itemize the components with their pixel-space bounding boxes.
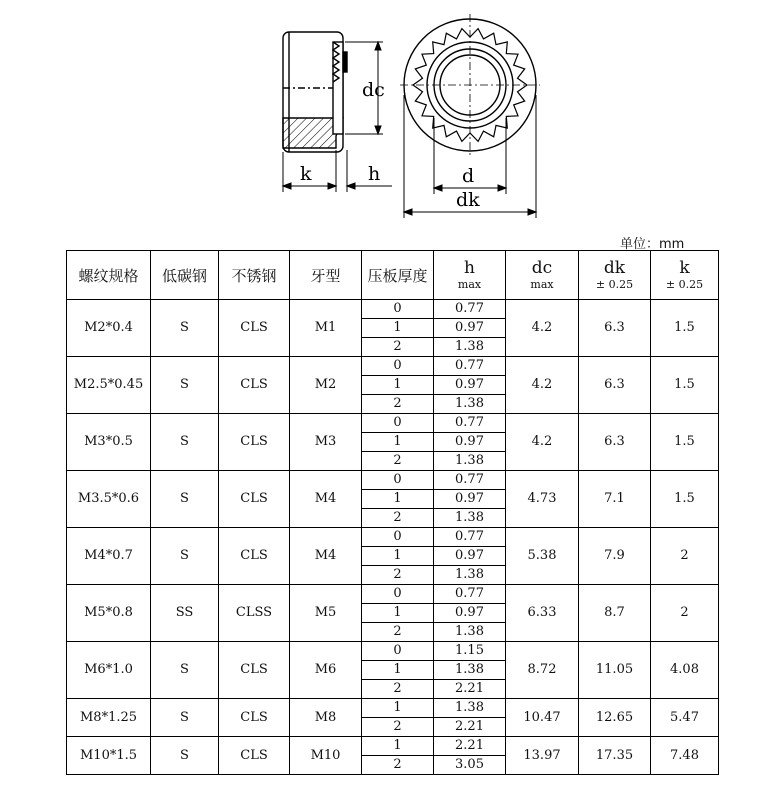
steel-cell: SS bbox=[151, 585, 219, 642]
spec-cell: M2*0.4 bbox=[67, 300, 151, 357]
side-view bbox=[283, 32, 347, 152]
steel-cell: S bbox=[151, 699, 219, 737]
unit-label: 单位：mm bbox=[620, 237, 685, 252]
header-sub: ± 0.25 bbox=[665, 278, 704, 291]
h-max-cell: 1.15 bbox=[434, 642, 506, 661]
thickness-cell: 2 bbox=[362, 680, 434, 699]
dk-cell: 8.7 bbox=[579, 585, 651, 642]
h-max-cell: 0.97 bbox=[434, 490, 506, 509]
dk-cell: 7.9 bbox=[579, 528, 651, 585]
header-cell: 螺纹规格 bbox=[67, 251, 151, 300]
thickness-cell: 1 bbox=[362, 547, 434, 566]
thickness-cell: 1 bbox=[362, 433, 434, 452]
h-max-cell: 1.38 bbox=[434, 661, 506, 680]
thread-cell: M3 bbox=[290, 414, 362, 471]
header-main: dc bbox=[531, 258, 553, 278]
spec-cell: M3*0.5 bbox=[67, 414, 151, 471]
front-view bbox=[400, 14, 540, 156]
thread-cell: M10 bbox=[290, 737, 362, 775]
thickness-cell: 1 bbox=[362, 699, 434, 718]
thickness-cell: 1 bbox=[362, 490, 434, 509]
dk-cell: 17.35 bbox=[579, 737, 651, 775]
h-max-cell: 2.21 bbox=[434, 680, 506, 699]
table-row bbox=[67, 300, 719, 319]
k-cell: 2 bbox=[651, 528, 719, 585]
h-max-cell: 0.77 bbox=[434, 528, 506, 547]
stainless-cell: CLS bbox=[219, 300, 290, 357]
thickness-cell: 1 bbox=[362, 737, 434, 756]
dk-label: dk bbox=[456, 189, 480, 211]
thickness-cell: 2 bbox=[362, 566, 434, 585]
thickness-cell: 0 bbox=[362, 471, 434, 490]
h-max-cell: 0.97 bbox=[434, 376, 506, 395]
dc-cell: 5.38 bbox=[506, 528, 579, 585]
thread-cell: M5 bbox=[290, 585, 362, 642]
thread-cell: M4 bbox=[290, 471, 362, 528]
k-cell: 1.5 bbox=[651, 414, 719, 471]
dc-cell: 4.2 bbox=[506, 414, 579, 471]
h-max-cell: 2.21 bbox=[434, 737, 506, 756]
thickness-cell: 2 bbox=[362, 718, 434, 737]
h-label: h bbox=[368, 163, 381, 185]
k-cell: 5.47 bbox=[651, 699, 719, 737]
spec-cell: M2.5*0.45 bbox=[67, 357, 151, 414]
h-max-cell: 1.38 bbox=[434, 338, 506, 357]
steel-cell: S bbox=[151, 737, 219, 775]
stainless-cell: CLS bbox=[219, 642, 290, 699]
steel-cell: S bbox=[151, 528, 219, 585]
header-cell bbox=[506, 251, 579, 300]
thickness-cell: 0 bbox=[362, 414, 434, 433]
h-max-cell: 1.38 bbox=[434, 509, 506, 528]
thickness-cell: 2 bbox=[362, 395, 434, 414]
h-max-cell: 1.38 bbox=[434, 452, 506, 471]
h-max-cell: 1.38 bbox=[434, 699, 506, 718]
k-cell: 1.5 bbox=[651, 471, 719, 528]
stainless-cell: CLSS bbox=[219, 585, 290, 642]
steel-cell: S bbox=[151, 300, 219, 357]
thickness-cell: 1 bbox=[362, 319, 434, 338]
h-max-cell: 0.77 bbox=[434, 585, 506, 604]
dk-cell: 6.3 bbox=[579, 357, 651, 414]
spec-cell: M6*1.0 bbox=[67, 642, 151, 699]
table-row bbox=[67, 737, 719, 756]
dk-cell: 7.1 bbox=[579, 471, 651, 528]
k-cell: 1.5 bbox=[651, 357, 719, 414]
h-max-cell: 0.97 bbox=[434, 433, 506, 452]
k-cell: 1.5 bbox=[651, 300, 719, 357]
thickness-cell: 1 bbox=[362, 604, 434, 623]
h-max-cell: 0.97 bbox=[434, 319, 506, 338]
dk-cell: 6.3 bbox=[579, 414, 651, 471]
header-cell bbox=[434, 251, 506, 300]
header-main: k bbox=[679, 258, 690, 278]
dc-cell: 8.72 bbox=[506, 642, 579, 699]
h-max-cell: 0.97 bbox=[434, 604, 506, 623]
dc-cell: 13.97 bbox=[506, 737, 579, 775]
stainless-cell: CLS bbox=[219, 414, 290, 471]
table-row bbox=[67, 357, 719, 376]
h-max-cell: 3.05 bbox=[434, 756, 506, 775]
dc-cell: 4.2 bbox=[506, 357, 579, 414]
h-max-cell: 1.38 bbox=[434, 623, 506, 642]
h-max-cell: 0.77 bbox=[434, 300, 506, 319]
k-cell: 2 bbox=[651, 585, 719, 642]
stainless-cell: CLS bbox=[219, 699, 290, 737]
thickness-cell: 2 bbox=[362, 338, 434, 357]
h-max-cell: 0.77 bbox=[434, 471, 506, 490]
h-max-cell: 0.97 bbox=[434, 547, 506, 566]
header-sub: ± 0.25 bbox=[595, 278, 634, 291]
table-row bbox=[67, 414, 719, 433]
steel-cell: S bbox=[151, 471, 219, 528]
h-max-cell: 2.21 bbox=[434, 718, 506, 737]
table-body bbox=[67, 300, 719, 775]
header-sub: max bbox=[457, 278, 482, 291]
dc-cell: 10.47 bbox=[506, 699, 579, 737]
header-cell: 低碳钢 bbox=[151, 251, 219, 300]
steel-cell: S bbox=[151, 642, 219, 699]
thickness-cell: 0 bbox=[362, 528, 434, 547]
thickness-cell: 0 bbox=[362, 585, 434, 604]
stainless-cell: CLS bbox=[219, 471, 290, 528]
table-row bbox=[67, 585, 719, 604]
spec-cell: M10*1.5 bbox=[67, 737, 151, 775]
dk-cell: 11.05 bbox=[579, 642, 651, 699]
header-cell: 不锈钢 bbox=[219, 251, 290, 300]
spec-cell: M5*0.8 bbox=[67, 585, 151, 642]
steel-cell: S bbox=[151, 414, 219, 471]
header-cell: 牙型 bbox=[290, 251, 362, 300]
h-max-cell: 0.77 bbox=[434, 357, 506, 376]
h-max-cell: 1.38 bbox=[434, 566, 506, 585]
header-cell bbox=[579, 251, 651, 300]
stainless-cell: CLS bbox=[219, 737, 290, 775]
k-cell: 4.08 bbox=[651, 642, 719, 699]
d-label: d bbox=[462, 165, 475, 187]
h-max-cell: 1.38 bbox=[434, 395, 506, 414]
header-sub: max bbox=[530, 278, 554, 291]
thickness-cell: 2 bbox=[362, 452, 434, 471]
k-label: k bbox=[300, 163, 312, 185]
thickness-cell: 2 bbox=[362, 509, 434, 528]
thickness-cell: 0 bbox=[362, 357, 434, 376]
thread-cell: M6 bbox=[290, 642, 362, 699]
thickness-cell: 1 bbox=[362, 661, 434, 680]
table-row bbox=[67, 471, 719, 490]
dc-label: dc bbox=[362, 79, 385, 101]
thread-cell: M2 bbox=[290, 357, 362, 414]
dc-cell: 4.2 bbox=[506, 300, 579, 357]
table-row bbox=[67, 528, 719, 547]
thread-cell: M8 bbox=[290, 699, 362, 737]
stainless-cell: CLS bbox=[219, 357, 290, 414]
spec-table bbox=[66, 250, 719, 775]
h-max-cell: 0.77 bbox=[434, 414, 506, 433]
header-cell bbox=[651, 251, 719, 300]
dc-cell: 6.33 bbox=[506, 585, 579, 642]
dk-cell: 12.65 bbox=[579, 699, 651, 737]
thread-cell: M4 bbox=[290, 528, 362, 585]
table-row bbox=[67, 699, 719, 718]
steel-cell: S bbox=[151, 357, 219, 414]
stainless-cell: CLS bbox=[219, 528, 290, 585]
dk-cell: 6.3 bbox=[579, 300, 651, 357]
header-row bbox=[67, 251, 719, 300]
thread-cell: M1 bbox=[290, 300, 362, 357]
k-cell: 7.48 bbox=[651, 737, 719, 775]
header-cell: 压板厚度 bbox=[362, 251, 434, 300]
thickness-cell: 2 bbox=[362, 623, 434, 642]
spec-cell: M8*1.25 bbox=[67, 699, 151, 737]
header-main: h bbox=[464, 258, 475, 278]
spec-cell: M3.5*0.6 bbox=[67, 471, 151, 528]
dc-cell: 4.73 bbox=[506, 471, 579, 528]
spec-cell: M4*0.7 bbox=[67, 528, 151, 585]
thickness-cell: 0 bbox=[362, 642, 434, 661]
header-main: dk bbox=[603, 258, 626, 278]
nut-technical-drawing bbox=[0, 0, 782, 230]
thickness-cell: 1 bbox=[362, 376, 434, 395]
table-row bbox=[67, 642, 719, 661]
thickness-cell: 2 bbox=[362, 756, 434, 775]
thickness-cell: 0 bbox=[362, 300, 434, 319]
